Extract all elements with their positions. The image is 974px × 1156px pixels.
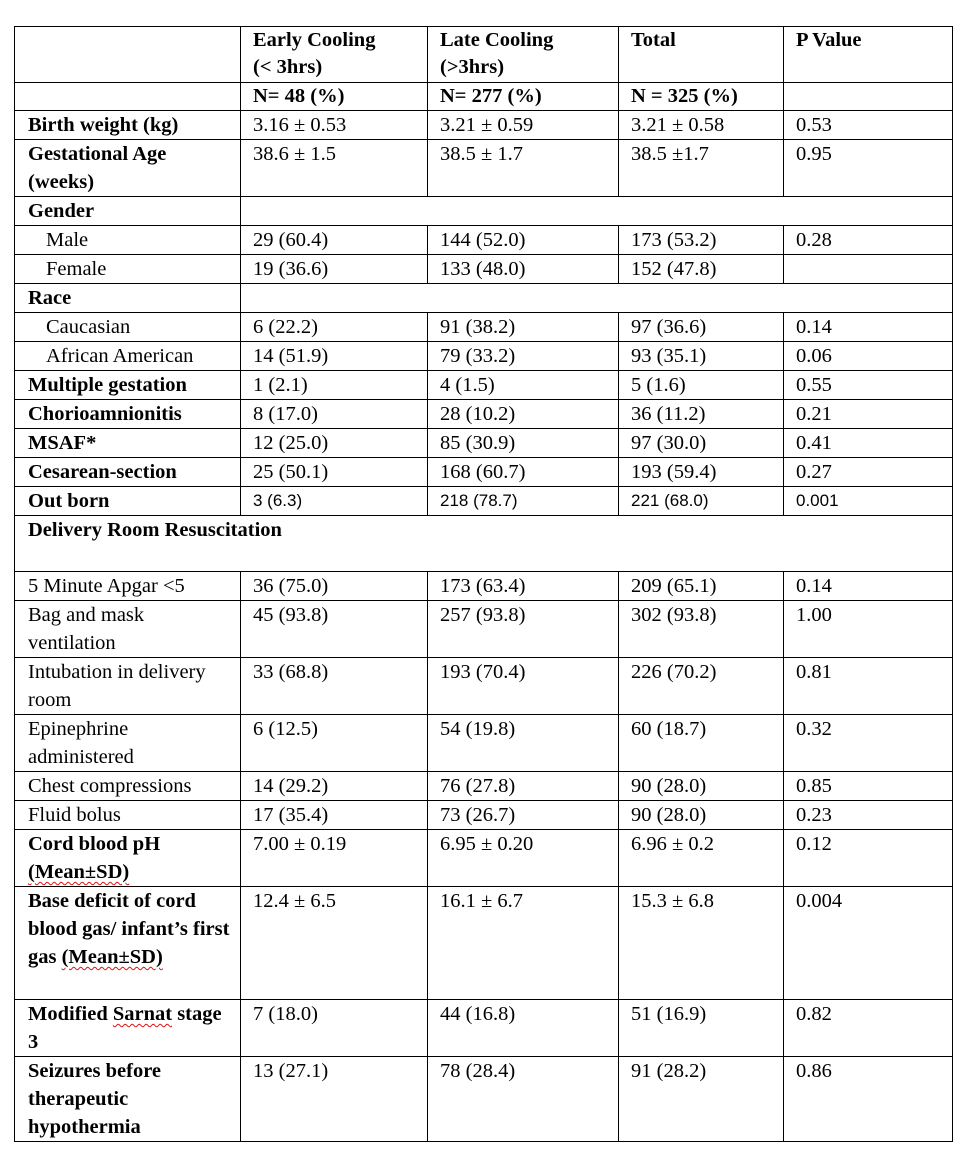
row-label	[15, 197, 241, 226]
header-cell-early-cooling	[241, 27, 428, 83]
row-label	[15, 801, 241, 830]
n-cell-total: N = 325 (%)	[619, 83, 784, 111]
row-label	[15, 516, 953, 572]
early-cooling-cell: 1 (2.1)	[241, 371, 428, 400]
p-value-cell: 0.23	[784, 801, 953, 830]
p-value-cell: 0.41	[784, 429, 953, 458]
p-value-cell: 0.95	[784, 140, 953, 197]
p-value-cell: 0.28	[784, 226, 953, 255]
row-label-text: Cesarean-section	[28, 461, 177, 483]
late-cooling-cell: 168 (60.7)	[428, 458, 619, 487]
row-label-text: Chorioamnionitis	[28, 403, 182, 425]
early-cooling-cell: 19 (36.6)	[241, 255, 428, 284]
late-cooling-cell: 54 (19.8)	[428, 715, 619, 772]
n-cell-blank	[15, 83, 241, 111]
row-label	[15, 1000, 241, 1057]
row-label	[15, 487, 241, 516]
row-label-text: Male	[46, 229, 89, 251]
table-body	[15, 27, 953, 1142]
p-value-cell: 0.14	[784, 313, 953, 342]
total-cell: 97 (36.6)	[619, 313, 784, 342]
total-cell: 90 (28.0)	[619, 801, 784, 830]
early-cooling-cell: 45 (93.8)	[241, 601, 428, 658]
late-cooling-cell: 144 (52.0)	[428, 226, 619, 255]
total-cell: 226 (70.2)	[619, 658, 784, 715]
row-label-text: Cord blood pH	[28, 833, 161, 855]
row-label	[15, 140, 241, 197]
total-cell: 152 (47.8)	[619, 255, 784, 284]
row-label-text: Epinephrine administered	[28, 718, 134, 768]
row-label	[15, 371, 241, 400]
late-cooling-cell: 44 (16.8)	[428, 1000, 619, 1057]
row-label-text: MSAF*	[28, 432, 97, 454]
table-row	[15, 715, 953, 772]
n-cell-late: N= 277 (%)	[428, 83, 619, 111]
row-label-text: Chest compressions	[28, 775, 192, 797]
row-label-text: Seizures before therapeutic hypothermia	[28, 1060, 162, 1138]
early-cooling-cell: 12 (25.0)	[241, 429, 428, 458]
total-cell: 97 (30.0)	[619, 429, 784, 458]
header-total-line1: Total	[631, 29, 676, 51]
table-row	[15, 255, 953, 284]
p-value-cell: 0.82	[784, 1000, 953, 1057]
row-label-text: Gender	[28, 200, 95, 222]
total-cell: 6.96 ± 0.2	[619, 830, 784, 887]
early-cooling-cell: 3 (6.3)	[241, 487, 428, 516]
patient-characteristics-table	[14, 26, 953, 1142]
early-cooling-cell: 13 (27.1)	[241, 1057, 428, 1142]
row-label-text: Bag and mask ventilation	[28, 604, 145, 654]
late-cooling-cell: 257 (93.8)	[428, 601, 619, 658]
early-cooling-cell: 14 (29.2)	[241, 772, 428, 801]
late-cooling-cell: 79 (33.2)	[428, 342, 619, 371]
p-value-cell: 0.86	[784, 1057, 953, 1142]
late-cooling-cell: 73 (26.7)	[428, 801, 619, 830]
row-label	[15, 284, 241, 313]
section-span-cell	[241, 284, 953, 313]
total-cell: 15.3 ± 6.8	[619, 887, 784, 1000]
table-row	[15, 601, 953, 658]
header-cell-blank	[15, 27, 241, 83]
row-label-text: Female	[46, 258, 107, 280]
total-cell: 221 (68.0)	[619, 487, 784, 516]
p-value-cell: 0.14	[784, 572, 953, 601]
p-value-cell: 0.21	[784, 400, 953, 429]
early-cooling-cell: 12.4 ± 6.5	[241, 887, 428, 1000]
late-cooling-cell: 4 (1.5)	[428, 371, 619, 400]
row-label-spellcheck-word: Sarnat	[112, 1003, 173, 1025]
total-cell: 91 (28.2)	[619, 1057, 784, 1142]
late-cooling-cell: 173 (63.4)	[428, 572, 619, 601]
header-pvalue-line1: P Value	[796, 29, 862, 51]
total-cell: 302 (93.8)	[619, 601, 784, 658]
row-label	[15, 111, 241, 140]
row-label-text: Delivery Room Resuscitation	[28, 519, 282, 541]
row-label	[15, 313, 241, 342]
row-label	[15, 429, 241, 458]
row-label-text: Birth weight (kg)	[28, 114, 179, 136]
p-value-cell: 0.53	[784, 111, 953, 140]
table-row	[15, 516, 953, 572]
table-row	[15, 140, 953, 197]
header-cell-late-cooling	[428, 27, 619, 83]
row-label	[15, 715, 241, 772]
p-value-cell: 0.12	[784, 830, 953, 887]
n-cell-pvalue	[784, 83, 953, 111]
row-label-text: Multiple gestation	[28, 374, 187, 396]
table-row	[15, 1057, 953, 1142]
row-label	[15, 226, 241, 255]
early-cooling-cell: 33 (68.8)	[241, 658, 428, 715]
row-label-text: Intubation in delivery room	[28, 661, 206, 711]
early-cooling-cell: 38.6 ± 1.5	[241, 140, 428, 197]
table-row	[15, 429, 953, 458]
total-cell: 193 (59.4)	[619, 458, 784, 487]
header-row	[15, 27, 953, 83]
p-value-cell: 0.81	[784, 658, 953, 715]
late-cooling-cell: 85 (30.9)	[428, 429, 619, 458]
total-cell: 3.21 ± 0.58	[619, 111, 784, 140]
late-cooling-cell: 28 (10.2)	[428, 400, 619, 429]
p-value-cell	[784, 255, 953, 284]
early-cooling-cell: 36 (75.0)	[241, 572, 428, 601]
row-label-text: Out born	[28, 490, 110, 512]
early-cooling-cell: 8 (17.0)	[241, 400, 428, 429]
row-label-text: Base deficit of cord blood gas/ infant’s first gas	[28, 890, 230, 968]
p-value-cell: 0.85	[784, 772, 953, 801]
table-row	[15, 111, 953, 140]
row-label-text: Gestational Age (weeks)	[28, 143, 167, 193]
late-cooling-cell: 193 (70.4)	[428, 658, 619, 715]
row-label-text: African American	[46, 345, 194, 367]
row-label	[15, 830, 241, 887]
p-value-cell: 0.06	[784, 342, 953, 371]
early-cooling-cell: 3.16 ± 0.53	[241, 111, 428, 140]
header-late-line1: Late Cooling	[440, 29, 554, 51]
row-label	[15, 572, 241, 601]
row-label-tail: (Mean±SD)	[61, 946, 163, 968]
total-cell: 90 (28.0)	[619, 772, 784, 801]
table-row	[15, 371, 953, 400]
row-label-text: Modified	[28, 1003, 113, 1025]
row-label	[15, 658, 241, 715]
early-cooling-cell: 29 (60.4)	[241, 226, 428, 255]
late-cooling-cell: 91 (38.2)	[428, 313, 619, 342]
table-row	[15, 572, 953, 601]
table-row	[15, 801, 953, 830]
row-label	[15, 342, 241, 371]
late-cooling-cell: 78 (28.4)	[428, 1057, 619, 1142]
row-label	[15, 458, 241, 487]
row-label	[15, 400, 241, 429]
table-row	[15, 284, 953, 313]
p-value-cell: 1.00	[784, 601, 953, 658]
total-cell: 173 (53.2)	[619, 226, 784, 255]
table-row	[15, 658, 953, 715]
table-row	[15, 342, 953, 371]
table-row	[15, 197, 953, 226]
n-cell-early: N= 48 (%)	[241, 83, 428, 111]
row-label-end: stage 3	[28, 1003, 222, 1053]
late-cooling-cell: 133 (48.0)	[428, 255, 619, 284]
table-row	[15, 226, 953, 255]
row-label	[15, 255, 241, 284]
early-cooling-cell: 6 (12.5)	[241, 715, 428, 772]
header-cell-total	[619, 27, 784, 83]
row-label-text: Race	[28, 287, 72, 309]
row-label-tail: (Mean±SD)	[28, 861, 130, 883]
early-cooling-cell: 6 (22.2)	[241, 313, 428, 342]
table-row	[15, 487, 953, 516]
total-cell: 51 (16.9)	[619, 1000, 784, 1057]
early-cooling-cell: 7 (18.0)	[241, 1000, 428, 1057]
late-cooling-cell: 38.5 ± 1.7	[428, 140, 619, 197]
row-label-text: 5 Minute Apgar <5	[28, 575, 185, 597]
table-row	[15, 1000, 953, 1057]
header-early-line2: (< 3hrs)	[253, 56, 323, 78]
total-cell: 5 (1.6)	[619, 371, 784, 400]
row-label	[15, 772, 241, 801]
late-cooling-cell: 3.21 ± 0.59	[428, 111, 619, 140]
late-cooling-cell: 6.95 ± 0.20	[428, 830, 619, 887]
table-row	[15, 313, 953, 342]
late-cooling-cell: 218 (78.7)	[428, 487, 619, 516]
late-cooling-cell: 16.1 ± 6.7	[428, 887, 619, 1000]
table-row	[15, 400, 953, 429]
sample-size-row	[15, 83, 953, 111]
table-row	[15, 772, 953, 801]
row-label	[15, 887, 241, 1000]
late-cooling-cell: 76 (27.8)	[428, 772, 619, 801]
table-row	[15, 458, 953, 487]
header-early-line1: Early Cooling	[253, 29, 376, 51]
table-row	[15, 887, 953, 1000]
early-cooling-cell: 7.00 ± 0.19	[241, 830, 428, 887]
row-label	[15, 601, 241, 658]
early-cooling-cell: 17 (35.4)	[241, 801, 428, 830]
total-cell: 36 (11.2)	[619, 400, 784, 429]
p-value-cell: 0.27	[784, 458, 953, 487]
header-cell-p-value	[784, 27, 953, 83]
section-span-cell	[241, 197, 953, 226]
row-label-text: Fluid bolus	[28, 804, 121, 826]
row-label	[15, 1057, 241, 1142]
total-cell: 38.5 ±1.7	[619, 140, 784, 197]
header-late-line2: (>3hrs)	[440, 56, 505, 78]
early-cooling-cell: 14 (51.9)	[241, 342, 428, 371]
total-cell: 60 (18.7)	[619, 715, 784, 772]
row-label-text: Caucasian	[46, 316, 131, 338]
total-cell: 93 (35.1)	[619, 342, 784, 371]
early-cooling-cell: 25 (50.1)	[241, 458, 428, 487]
total-cell: 209 (65.1)	[619, 572, 784, 601]
p-value-cell: 0.001	[784, 487, 953, 516]
table-row	[15, 830, 953, 887]
p-value-cell: 0.55	[784, 371, 953, 400]
p-value-cell: 0.004	[784, 887, 953, 1000]
p-value-cell: 0.32	[784, 715, 953, 772]
